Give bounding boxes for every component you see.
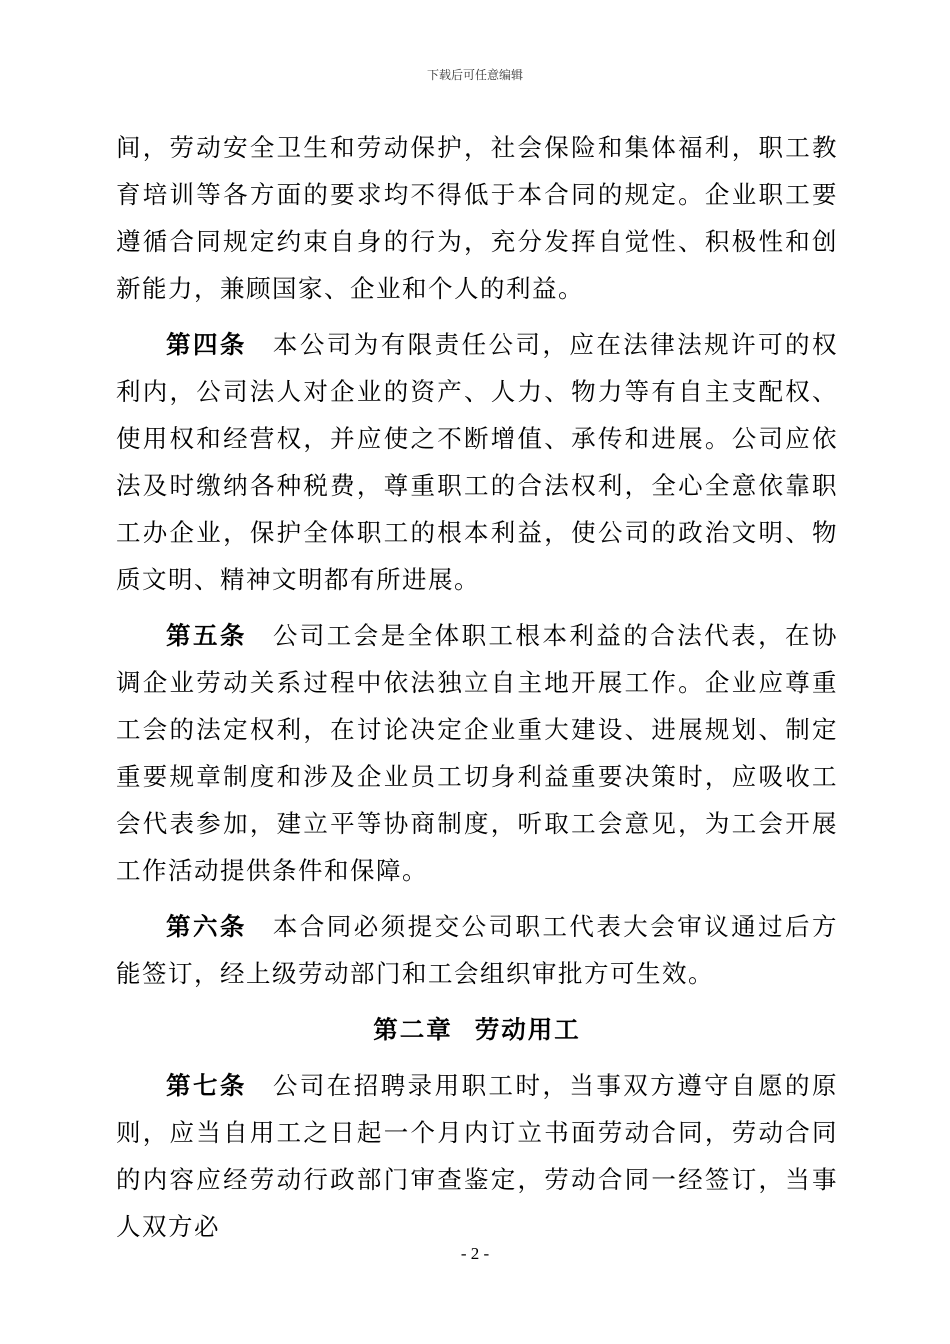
article-7-label: 第七条 [166,1071,247,1100]
article-5-label: 第五条 [166,621,247,650]
chapter-title: 劳动用工 [474,1015,581,1044]
article-5-text: 公司工会是全体职工根本利益的合法代表，在协调企业劳动关系过程中依法独立自主地开展工作。企业应尊重工会的法定权利，在讨论决定企业重大建设、进展规划、制定重要规章制度和涉及企业员工切身利益重要决策时，应吸收工会代表参加，建立平等协商制度，听取工会意见，为工会开展工作活动提供条件和保障。 [116,621,839,885]
article-6-label: 第六条 [166,912,247,941]
page-number: - 2 - [460,1244,490,1263]
document-body [116,124,838,1259]
article-6-paragraph [116,903,838,997]
article-7-paragraph [116,1062,838,1250]
article-5-paragraph [116,612,838,894]
chapter-heading [116,1006,838,1053]
chapter-number: 第二章 [373,1015,453,1044]
page-header-note: 下载后可任意编辑 [426,68,523,82]
article-7-text: 公司在招聘录用职工时，当事双方遵守自愿的原则，应当自用工之日起一个月内订立书面劳动合同，劳动合同的内容应经劳动行政部门审查鉴定，劳动合同一经签订，当事人双方必 [116,1071,839,1241]
article-4-text: 本公司为有限责任公司，应在法律法规许可的权利内，公司法人对企业的资产、人力、物力等有自主支配权、使用权和经营权，并应使之不断增值、承传和进展。公司应依法及时缴纳各种税费，尊重职工的合法权利，全心全意依靠职工办企业，保护全体职工的根本利益，使公司的政治文明、物质文明、精神文明都有所进展。 [116,330,839,594]
article-4-label: 第四条 [166,330,247,359]
paragraph-text: 间，劳动安全卫生和劳动保护，社会保险和集体福利，职工教育培训等各方面的要求均不得低于本合同的规定。企业职工要遵循合同规定约束自身的行为，充分发挥自觉性、积极性和创新能力，兼顾国家、企业和个人的利益。 [116,133,838,303]
paragraph-continuation [116,124,838,312]
article-6-text: 本合同必须提交公司职工代表大会审议通过后方能签订，经上级劳动部门和工会组织审批方可生效。 [116,912,839,988]
article-4-paragraph [116,321,838,603]
